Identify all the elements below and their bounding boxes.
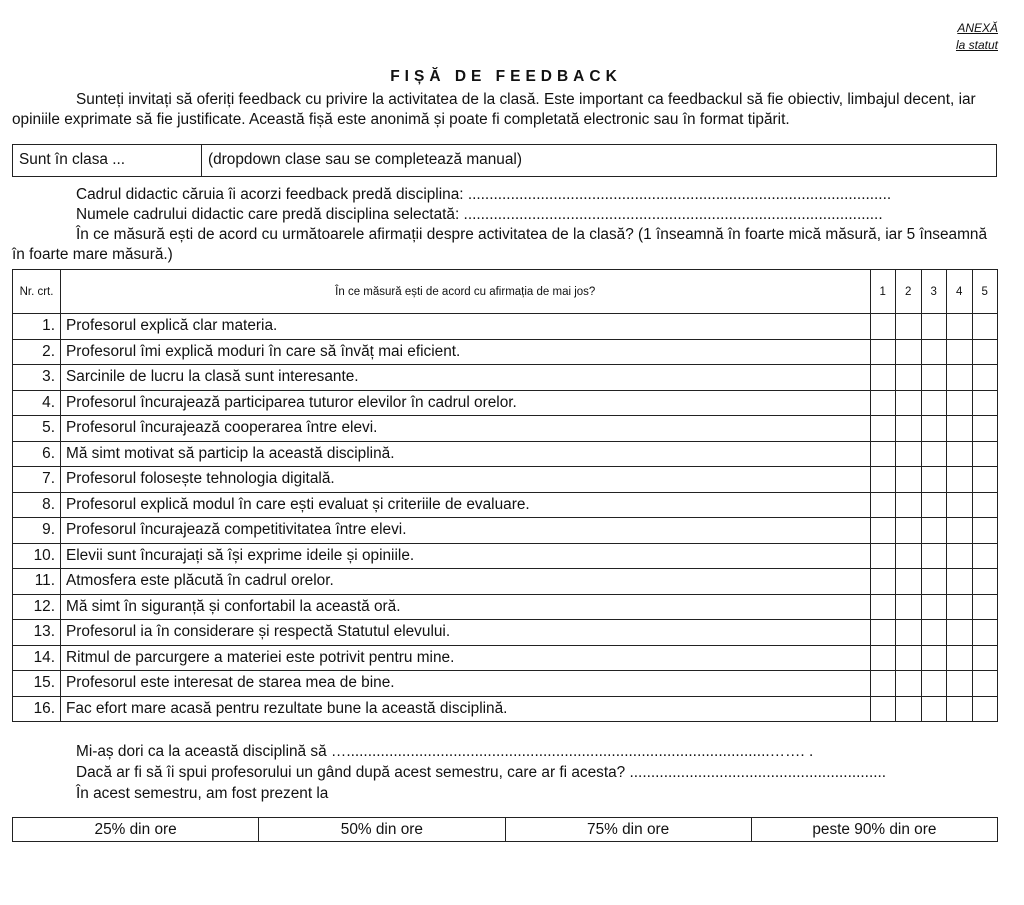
score-cell-2[interactable] [896,339,922,365]
row-number: 5. [13,416,61,442]
score-cell-4[interactable] [947,543,973,569]
score-cell-3[interactable] [921,339,947,365]
attendance-option-50[interactable]: 50% din ore [259,818,505,842]
row-number: 14. [13,645,61,671]
score-cell-3[interactable] [921,441,947,467]
score-cell-5[interactable] [972,671,998,697]
score-cell-2[interactable] [896,365,922,391]
table-row [13,671,998,697]
score-cell-4[interactable] [947,365,973,391]
header-score-4: 4 [947,270,973,314]
table-row [13,390,998,416]
annex-label [956,20,998,54]
table-row [13,339,998,365]
score-cell-5[interactable] [972,314,998,340]
score-cell-5[interactable] [972,390,998,416]
score-cell-5[interactable] [972,467,998,493]
feedback-table [12,269,998,722]
score-cell-2[interactable] [896,314,922,340]
score-cell-4[interactable] [947,314,973,340]
score-cell-2[interactable] [896,620,922,646]
thought-input[interactable]: ............................................................ [629,764,887,781]
wish-label: Mi-aș dori ca la această disciplină să [76,743,331,760]
score-cell-1[interactable] [870,416,896,442]
row-number: 11. [13,569,61,595]
attendance-table [12,817,998,842]
row-statement: Profesorul explică clar materia. [61,314,871,340]
row-statement: Profesorul încurajează cooperarea între elevi. [61,416,871,442]
score-cell-4[interactable] [947,594,973,620]
score-cell-1[interactable] [870,339,896,365]
score-cell-3[interactable] [921,314,947,340]
score-cell-4[interactable] [947,671,973,697]
row-number: 2. [13,339,61,365]
score-cell-3[interactable] [921,543,947,569]
row-number: 13. [13,620,61,646]
row-statement: Profesorul folosește tehnologia digitală. [61,467,871,493]
score-cell-2[interactable] [896,467,922,493]
score-cell-5[interactable] [972,543,998,569]
header-score-5: 5 [972,270,998,314]
score-cell-1[interactable] [870,390,896,416]
score-cell-5[interactable] [972,441,998,467]
class-field[interactable] [12,144,997,177]
score-cell-3[interactable] [921,365,947,391]
score-cell-3[interactable] [921,671,947,697]
discipline-line[interactable] [76,185,891,205]
row-number: 12. [13,594,61,620]
attendance-option-75[interactable]: 75% din ore [505,818,751,842]
score-cell-1[interactable] [870,696,896,722]
row-statement: Profesorul încurajează competitivitatea între elevi. [61,518,871,544]
score-cell-3[interactable] [921,620,947,646]
table-row [13,492,998,518]
table-header [13,270,998,314]
table-row [13,467,998,493]
intro-paragraph: Sunteți invitați să oferiți feedback cu privire la activitatea de la clasă. Este important ca feedbackul să fie obiectiv, limbajul decent, iar opiniile exprimate să fie justificate. Această fișă este anonimă și poate fi completată electronic sau în format tipărit. [12,91,976,128]
table-row [13,594,998,620]
score-cell-2[interactable] [896,518,922,544]
score-cell-4[interactable] [947,441,973,467]
score-cell-5[interactable] [972,569,998,595]
score-cell-5[interactable] [972,339,998,365]
row-number: 9. [13,518,61,544]
row-statement: Profesorul este interesat de starea mea de bine. [61,671,871,697]
row-statement: Profesorul ia în considerare și respectă Statutul elevului. [61,620,871,646]
score-cell-2[interactable] [896,416,922,442]
table-row [13,620,998,646]
attendance-option-25[interactable]: 25% din ore [13,818,259,842]
table-row [13,543,998,569]
score-cell-1[interactable] [870,492,896,518]
row-statement: Elevii sunt încurajați să își exprime ideile și opiniile. [61,543,871,569]
score-cell-1[interactable] [870,314,896,340]
header-statement: În ce măsură ești de acord cu afirmația de mai jos? [61,270,871,314]
score-cell-2[interactable] [896,441,922,467]
score-cell-4[interactable] [947,390,973,416]
score-cell-1[interactable] [870,569,896,595]
row-statement: Mă simt în siguranță și confortabil la această oră. [61,594,871,620]
row-number: 3. [13,365,61,391]
row-number: 16. [13,696,61,722]
score-cell-5[interactable] [972,492,998,518]
score-cell-4[interactable] [947,569,973,595]
teacher-name-input[interactable]: .................................................................................................. [463,206,883,223]
score-cell-2[interactable] [896,569,922,595]
score-cell-2[interactable] [896,390,922,416]
row-statement: Profesorul explică modul în care ești evaluat și criteriile de evaluare. [61,492,871,518]
table-row [13,314,998,340]
row-number: 7. [13,467,61,493]
page-title: FIȘĂ DE FEEDBACK [390,68,622,85]
table-row [13,696,998,722]
score-cell-2[interactable] [896,492,922,518]
score-cell-1[interactable] [870,365,896,391]
score-cell-2[interactable] [896,594,922,620]
score-cell-5[interactable] [972,416,998,442]
table-row [13,569,998,595]
row-statement: Profesorul încurajează participarea tuturor elevilor în cadrul orelor. [61,390,871,416]
score-cell-4[interactable] [947,492,973,518]
score-cell-3[interactable] [921,594,947,620]
score-cell-3[interactable] [921,569,947,595]
score-cell-5[interactable] [972,365,998,391]
row-number: 15. [13,671,61,697]
table-row [13,416,998,442]
row-number: 10. [13,543,61,569]
row-number: 6. [13,441,61,467]
row-statement: Profesorul îmi explică moduri în care să învăț mai eficient. [61,339,871,365]
score-cell-1[interactable] [870,671,896,697]
table-row [13,645,998,671]
score-cell-1[interactable] [870,543,896,569]
header-score-2: 2 [896,270,922,314]
row-statement: Ritmul de parcurgere a materiei este potrivit pentru mine. [61,645,871,671]
score-cell-4[interactable] [947,645,973,671]
wish-line[interactable] [76,742,813,762]
row-statement: Fac efort mare acasă pentru rezultate bune la această disciplină. [61,696,871,722]
annex-subtitle: la statut [955,38,998,52]
row-statement: Mă simt motivat să particip la această disciplină. [61,441,871,467]
header-score-3: 3 [921,270,947,314]
teacher-name-label: Numele cadrului didactic care predă disciplina selectată: [76,206,464,223]
score-cell-5[interactable] [972,696,998,722]
attendance-option-90[interactable]: peste 90% din ore [751,818,997,842]
header-score-1: 1 [870,270,896,314]
table-row [13,441,998,467]
annex-title: ANEXĂ [957,21,998,35]
score-cell-1[interactable] [870,467,896,493]
wish-input[interactable]: …...................................................................................................……. . [330,743,814,760]
class-dropdown[interactable]: (dropdown clase sau se completează manual) [208,151,522,168]
discipline-input[interactable]: ................................................................................................... [467,186,892,203]
score-cell-1[interactable] [870,594,896,620]
discipline-label: Cadrul didactic căruia îi acorzi feedback predă disciplina: [76,186,468,203]
score-cell-1[interactable] [870,441,896,467]
score-cell-2[interactable] [896,696,922,722]
attendance-label: În acest semestru, am fost prezent la [76,785,329,802]
row-number: 4. [13,390,61,416]
score-cell-3[interactable] [921,416,947,442]
class-field-label: Sunt în clasa ... [13,145,202,176]
score-cell-4[interactable] [947,467,973,493]
row-statement: Atmosfera este plăcută în cadrul orelor. [61,569,871,595]
score-cell-3[interactable] [921,518,947,544]
score-cell-5[interactable] [972,594,998,620]
thought-line[interactable] [76,763,886,783]
score-cell-3[interactable] [921,390,947,416]
teacher-name-line[interactable] [76,205,883,225]
score-cell-5[interactable] [972,620,998,646]
thought-label: Dacă ar fi să îi spui profesorului un gând după acest semestru, care ar fi acesta? [76,764,630,781]
score-cell-5[interactable] [972,518,998,544]
score-cell-3[interactable] [921,696,947,722]
score-cell-3[interactable] [921,645,947,671]
score-cell-5[interactable] [972,645,998,671]
row-number: 8. [13,492,61,518]
score-cell-2[interactable] [896,543,922,569]
table-row [13,365,998,391]
score-cell-3[interactable] [921,492,947,518]
score-cell-4[interactable] [947,416,973,442]
score-cell-2[interactable] [896,671,922,697]
score-cell-4[interactable] [947,339,973,365]
instruction-text: În ce măsură ești de acord cu următoarele afirmații despre activitatea de la clasă? (1 înseamnă în foarte mică măsură, iar 5 înseamnă în foarte mare măsură.) [12,226,988,263]
score-cell-1[interactable] [870,620,896,646]
score-cell-2[interactable] [896,645,922,671]
score-cell-3[interactable] [921,467,947,493]
header-nr: Nr. crt. [13,270,61,314]
score-cell-1[interactable] [870,518,896,544]
table-row [13,518,998,544]
score-cell-4[interactable] [947,518,973,544]
score-cell-4[interactable] [947,696,973,722]
score-cell-1[interactable] [870,645,896,671]
score-cell-4[interactable] [947,620,973,646]
row-number: 1. [13,314,61,340]
row-statement: Sarcinile de lucru la clasă sunt interesante. [61,365,871,391]
